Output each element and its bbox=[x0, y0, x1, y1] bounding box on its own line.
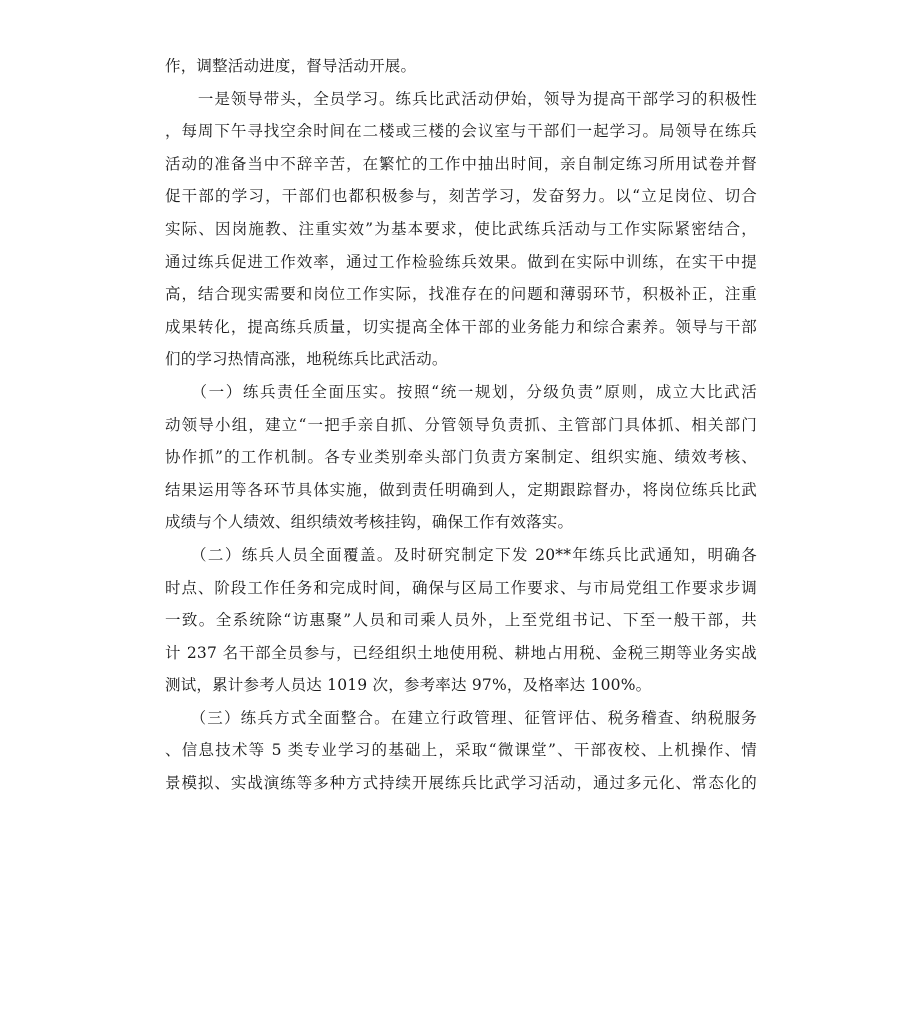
text-line: 测试，累计参考人员达 1019 次，参考率达 97%，及格率达 100%。 bbox=[165, 676, 652, 695]
text-line: 计 237 名干部全员参与，已经组织土地使用税、耕地占用税、金税三期等业务实战 bbox=[165, 643, 757, 662]
text-line: 实际、因岗施教、注重实效”为基本要求，使比武练兵活动与工作实际紧密结合， bbox=[165, 219, 757, 238]
text-line: 们的学习热情高涨，地税练兵比武活动。 bbox=[165, 350, 448, 369]
text-line: 作，调整活动进度，督导活动开展。 bbox=[165, 57, 417, 75]
text-line: （一）练兵责任全面压实。按照“统一规划，分级负责”原则，成立大比武活 bbox=[165, 382, 757, 401]
text-line: 协作抓”的工作机制。各专业类别牵头部门负责方案制定、组织实施、绩效考核、 bbox=[165, 448, 757, 467]
text-line: （二）练兵人员全面覆盖。及时研究制定下发 20**年练兵比武通知，明确各 bbox=[165, 545, 757, 564]
text-line: 成绩与个人绩效、组织绩效考核挂钩，确保工作有效落实。 bbox=[165, 513, 574, 532]
text-line: 结果运用等各环节具体实施，做到责任明确到人，定期跟踪督办，将岗位练兵比武 bbox=[165, 480, 757, 499]
text-line: 活动的准备当中不辞辛苦，在繁忙的工作中抽出时间，亲自制定练习所用试卷并督 bbox=[165, 154, 757, 173]
text-line: 一致。全系统除“访惠聚”人员和司乘人员外，上至党组书记、下至一般干部，共 bbox=[165, 611, 757, 630]
text-line: 一是领导带头，全员学习。练兵比武活动伊始，领导为提高干部学习的积极性 bbox=[165, 89, 757, 108]
text-line: 高，结合现实需要和岗位工作实际，找准存在的问题和薄弱环节，积极补正，注重 bbox=[165, 285, 757, 304]
text-line: 时点、阶段工作任务和完成时间，确保与区局工作要求、与市局党组工作要求步调 bbox=[165, 578, 757, 597]
document-body bbox=[165, 50, 757, 800]
text-line: 、信息技术等 5 类专业学习的基础上，采取“微课堂”、干部夜校、上机操作、情 bbox=[165, 741, 757, 760]
text-line: 景模拟、实战演练等多种方式持续开展练兵比武学习活动，通过多元化、常态化的 bbox=[165, 774, 757, 793]
text-line: 促干部的学习，干部们也都积极参与，刻苦学习，发奋努力。以“立足岗位、切合 bbox=[165, 187, 757, 206]
text-line: （三）练兵方式全面整合。在建立行政管理、征管评估、税务稽查、纳税服务 bbox=[165, 708, 757, 727]
text-line: 成果转化，提高练兵质量，切实提高全体干部的业务能力和综合素养。领导与干部 bbox=[165, 317, 757, 336]
text-line: 通过练兵促进工作效率，通过工作检验练兵效果。做到在实际中训练，在实干中提 bbox=[165, 252, 757, 271]
text-line: 动领导小组，建立“一把手亲自抓、分管领导负责抓、主管部门具体抓、相关部门 bbox=[165, 415, 757, 434]
text-line: ，每周下午寻找空余时间在二楼或三楼的会议室与干部们一起学习。局领导在练兵 bbox=[165, 122, 757, 141]
